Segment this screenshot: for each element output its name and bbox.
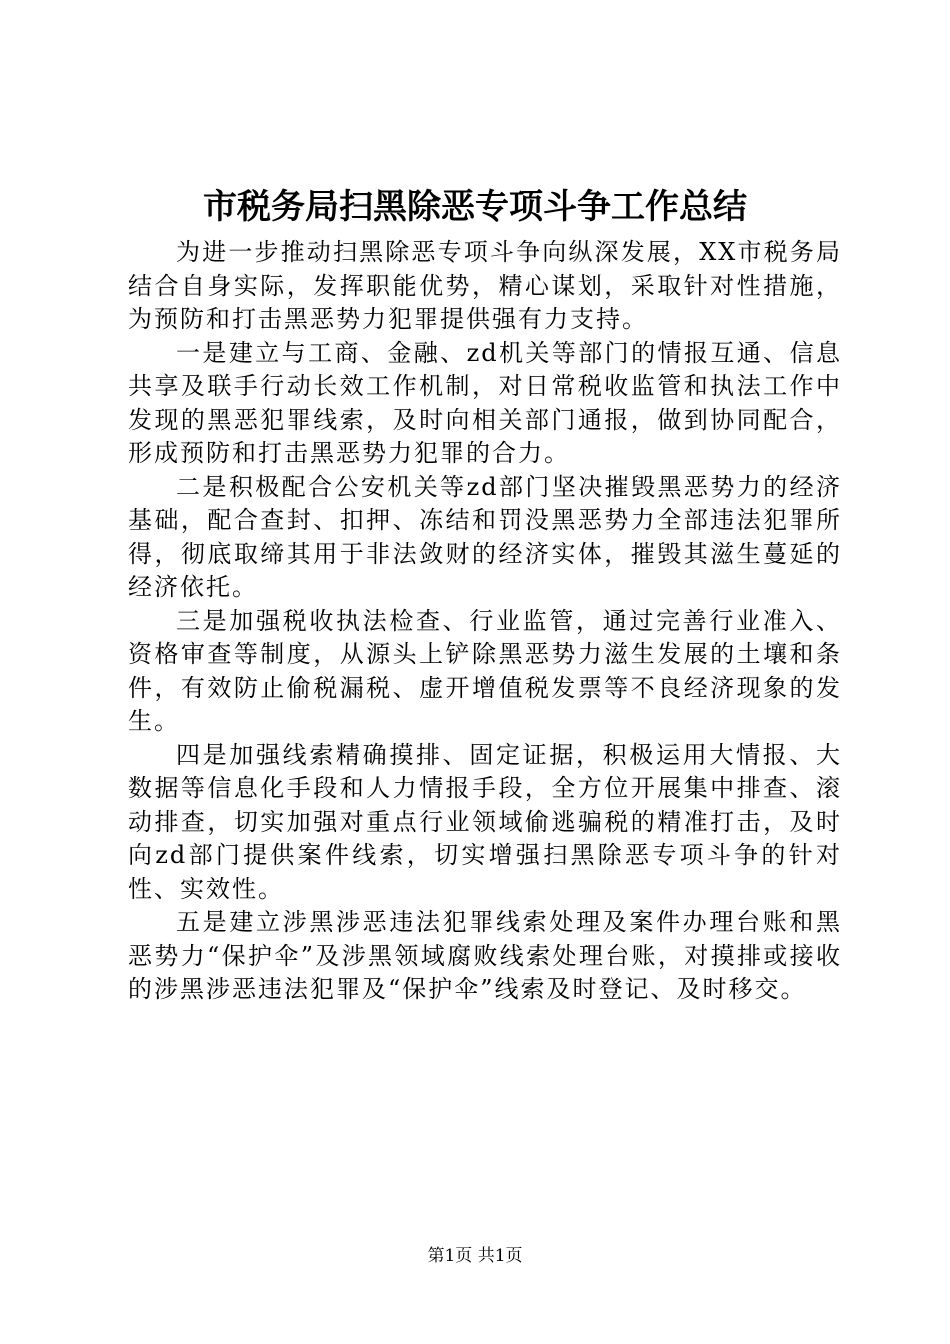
document-title: 市税务局扫黑除恶专项斗争工作总结 [203, 187, 747, 227]
page-footer: 第1页 共1页 [427, 1246, 523, 1266]
paragraph-measure-4: 四是加强线索精确摸排、固定证据，积极运用大情报、大数据等信息化手段和人力情报手段，全方位开展集中排查、滚动排查，切实加强对重点行业领域偷逃骗税的精准打击，及时向zd部门提供案件线索，切实增强扫黑除恶专项斗争的针对性、实效性。 [128, 740, 842, 903]
paragraph-measure-5: 五是建立涉黑涉恶违法犯罪线索处理及案件办理台账和黑恶势力“保护伞”及涉黑领域腐败线索处理台账，对摸排或接收的涉黑涉恶违法犯罪及“保护伞”线索及时登记、及时移交。 [128, 908, 842, 1003]
paragraph-measure-2: 二是积极配合公安机关等zd部门坚决摧毁黑恶势力的经济基础，配合查封、扣押、冻结和罚没黑恶势力全部违法犯罪所得，彻底取缔其用于非法敛财的经济实体，摧毁其滋生蔓延的经济依托。 [128, 472, 842, 601]
paragraph-measure-3: 三是加强税收执法检查、行业监管，通过完善行业准入、资格审查等制度，从源头上铲除黑恶势力滋生发展的土壤和条件，有效防止偷税漏税、虚开增值税发票等不良经济现象的发生。 [128, 606, 842, 735]
paragraph-intro: 为进一步推动扫黑除恶专项斗争向纵深发展，XX市税务局结合自身实际，发挥职能优势，精心谋划，采取针对性措施，为预防和打击黑恶势力犯罪提供强有力支持。 [128, 238, 842, 333]
paragraph-measure-1: 一是建立与工商、金融、zd机关等部门的情报互通、信息共享及联手行动长效工作机制，对日常税收监管和执法工作中发现的黑恶犯罪线索，及时向相关部门通报，做到协同配合，形成预防和打击黑恶势力犯罪的合力。 [128, 338, 842, 467]
document-body [128, 236, 842, 1007]
